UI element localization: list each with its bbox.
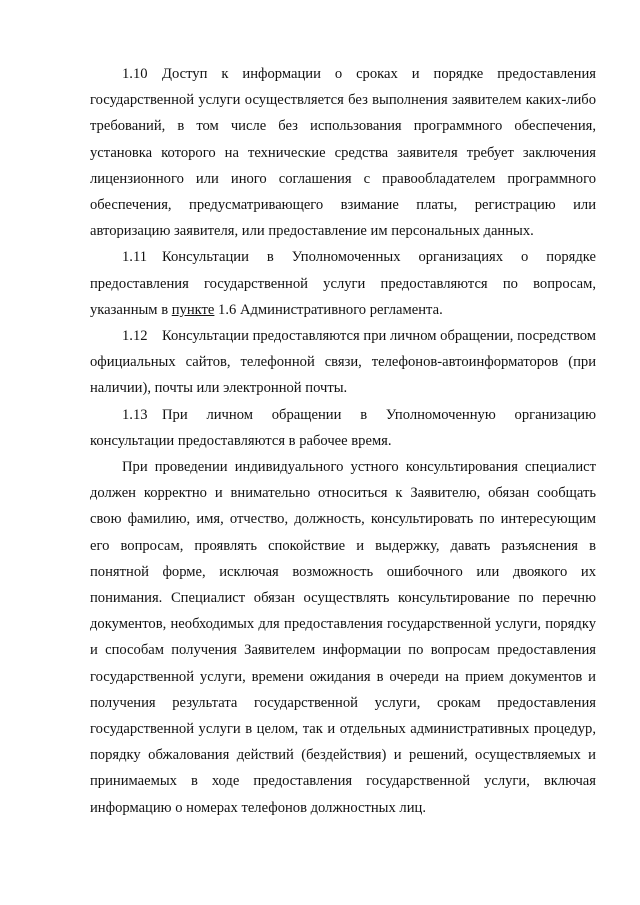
paragraph-number: 1.12	[122, 328, 148, 345]
paragraph-number: 1.13	[122, 406, 148, 423]
paragraph-1-11	[90, 244, 596, 323]
paragraph-text: Доступ к информации о сроках и порядке предоставления государственной услуги осуществляется без выполнения заявителем каких-либо требований, в том числе без использования программного обеспечения, установка которого на технические средства заявителя требует заключения лицензионного или иного соглашения с правообладателем программного обеспечения, предусматривающего взимание платы, регистрацию или авторизацию заявителя, или предоставление им персональных данных.	[90, 66, 596, 240]
paragraph-number: 1.10	[122, 66, 148, 82]
reference-link[interactable]: пункте	[171, 301, 215, 318]
paragraph-text: Консультации предоставляются при личном обращении, посредством официальных сайтов, телефонной связи, телефонов-автоинформаторов (при наличии), почты или электронной почты.	[90, 328, 596, 397]
paragraph-1-13	[90, 402, 596, 454]
paragraph-text: При проведении индивидуального устного консультирования специалист должен корректно и внимательно относиться к Заявителю, обязан сообщать свою фамилию, имя, отчество, должность, консультировать по интересующим его вопросам, проявлять спокойствие и выдержку, давать разъяснения в понятной форме, исключая возможность ошибочного или двоякого их понимания. Специалист обязан осуществлять консультирование по перечню документов, необходимых для предоставления государственной услуги, порядку и способам получения Заявителем информации по вопросам предоставления государственной услуги, времени ожидания в очереди на прием документов и получения результата государственной услуги, срокам предоставления государственной услуги в целом, так и отдельных административных процедур, порядку обжалования действий (бездействия) и решений, осуществляемых и принимаемых в ходе предоставления государственной услуги, включая информацию о номерах телефонов должностных лиц.	[90, 459, 596, 816]
paragraph-text: Консультации в Уполномоченных организациях о порядке предоставления государственной услуги предоставляются по вопросам, указанным в	[90, 249, 596, 318]
paragraph-text-continued: 1.6 Административного регламента.	[214, 301, 443, 318]
paragraph-number: 1.11	[122, 249, 147, 266]
paragraph-text: При личном обращении в Уполномоченную организацию консультации предоставляются в рабочее время.	[90, 406, 596, 449]
paragraph-consultation-rules	[90, 454, 596, 821]
paragraph-1-12	[90, 323, 596, 402]
paragraph-1-10	[90, 61, 596, 244]
